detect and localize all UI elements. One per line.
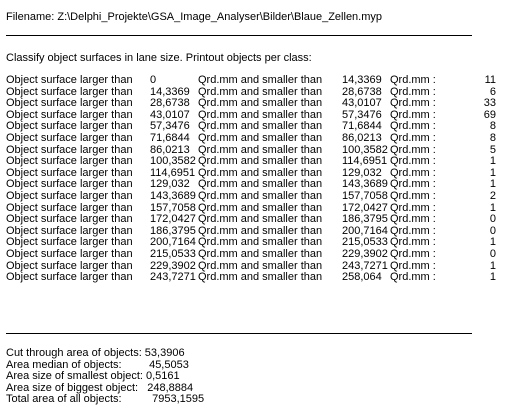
object-count: 8 [489,131,496,144]
upper-bound: 114,6951 [342,155,388,168]
lower-bound: 114,6951 [150,166,196,179]
object-count: 69 [483,108,496,121]
upper-bound: 100,3582 [342,143,388,156]
upper-bound: 43,0107 [342,97,382,110]
upper-bound: 129,032 [342,166,382,179]
table-row [0,249,507,261]
range-text: Qrd.mm and smaller than [198,108,323,121]
row-label: Object surface larger than [6,201,133,214]
row-label: Object surface larger than [6,271,133,284]
object-count: 8 [489,120,496,133]
range-text: Qrd.mm and smaller than [198,143,323,156]
row-label: Object surface larger than [6,155,133,168]
row-label: Object surface larger than [6,131,133,144]
upper-bound: 215,0533 [342,236,388,249]
upper-bound: 157,7058 [342,189,388,202]
unit-label: Qrd.mm : [390,224,436,237]
summary-row [0,394,507,406]
classify-title: Classify object surfaces in lane size. Printout objects per class: [6,52,312,64]
range-text: Qrd.mm and smaller than [198,120,323,133]
table-row [0,156,507,168]
row-label: Object surface larger than [6,224,133,237]
object-count: 1 [489,201,496,214]
summary-text: Area median of objects: 45,5053 [6,358,189,371]
unit-label: Qrd.mm : [390,74,436,86]
object-count: 1 [489,259,496,272]
object-count: 0 [489,247,496,260]
lower-bound: 129,032 [150,178,190,191]
row-label: Object surface larger than [6,108,133,121]
upper-bound: 143,3689 [342,178,388,191]
row-label: Object surface larger than [6,143,133,156]
upper-bound: 172,0427 [342,201,388,214]
table-row [0,191,507,203]
range-text: Qrd.mm and smaller than [198,85,323,98]
range-text: Qrd.mm and smaller than [198,213,323,226]
object-count: 0 [489,224,496,237]
range-text: Qrd.mm and smaller than [198,189,323,202]
summary-text: Area size of smallest object: 0,5161 [6,370,180,383]
row-label: Object surface larger than [6,74,133,86]
object-count: 2 [489,189,496,202]
class-table [0,75,507,284]
lower-bound: 86,0213 [150,143,190,156]
summary-text: Total area of all objects: 7953,1595 [6,393,205,406]
range-text: Qrd.mm and smaller than [198,247,323,260]
range-text: Qrd.mm and smaller than [198,97,323,110]
unit-label: Qrd.mm : [390,178,436,191]
lower-bound: 143,3689 [150,189,196,202]
upper-bound: 186,3795 [342,213,388,226]
lower-bound: 186,3795 [150,224,196,237]
object-count: 11 [484,74,496,86]
unit-label: Qrd.mm : [390,201,436,214]
range-text: Qrd.mm and smaller than [198,271,323,284]
upper-bound: 229,3902 [342,247,388,260]
table-row [0,214,507,226]
unit-label: Qrd.mm : [390,97,436,110]
row-label: Object surface larger than [6,259,133,272]
table-row [0,133,507,145]
lower-bound: 43,0107 [150,108,190,121]
unit-label: Qrd.mm : [390,247,436,260]
summary-text: Cut through area of objects: 53,3906 [6,347,185,359]
row-label: Object surface larger than [6,247,133,260]
row-label: Object surface larger than [6,120,133,133]
object-count: 1 [489,236,496,249]
range-text: Qrd.mm and smaller than [198,178,323,191]
upper-bound: 71,6844 [342,120,382,133]
unit-label: Qrd.mm : [390,155,436,168]
unit-label: Qrd.mm : [390,213,436,226]
unit-label: Qrd.mm : [390,189,436,202]
row-label: Object surface larger than [6,178,133,191]
object-count: 6 [489,85,496,98]
unit-label: Qrd.mm : [390,259,436,272]
range-text: Qrd.mm and smaller than [198,224,323,237]
upper-bound: 14,3369 [342,74,382,86]
unit-label: Qrd.mm : [390,236,436,249]
row-label: Object surface larger than [6,236,133,249]
summary-block [0,348,507,406]
lower-bound: 243,7271 [150,271,196,284]
lower-bound: 229,3902 [150,259,196,272]
row-label: Object surface larger than [6,85,133,98]
object-count: 1 [489,178,496,191]
range-text: Qrd.mm and smaller than [198,155,323,168]
range-text: Qrd.mm and smaller than [198,201,323,214]
object-count: 1 [489,166,496,179]
lower-bound: 28,6738 [150,97,190,110]
unit-label: Qrd.mm : [390,120,436,133]
lower-bound: 215,0533 [150,247,196,260]
unit-label: Qrd.mm : [390,85,436,98]
summary-row [0,348,507,360]
upper-bound: 57,3476 [342,108,382,121]
lower-bound: 0 [150,74,157,86]
divider-top [6,35,472,36]
object-count: 33 [483,97,496,110]
lower-bound: 71,6844 [150,131,190,144]
range-text: Qrd.mm and smaller than [198,236,323,249]
lower-bound: 172,0427 [150,213,196,226]
lower-bound: 157,7058 [150,201,196,214]
lower-bound: 14,3369 [150,85,190,98]
object-count: 1 [489,155,496,168]
range-text: Qrd.mm and smaller than [198,74,323,86]
unit-label: Qrd.mm : [390,166,436,179]
summary-text: Area size of biggest object: 248,8884 [6,381,194,394]
upper-bound: 200,7164 [342,224,388,237]
upper-bound: 86,0213 [342,131,382,144]
table-row [0,272,507,284]
upper-bound: 258,064 [342,271,382,284]
divider-bottom [6,333,472,334]
lower-bound: 57,3476 [150,120,190,133]
row-label: Object surface larger than [6,189,133,202]
row-label: Object surface larger than [6,166,133,179]
unit-label: Qrd.mm : [390,143,436,156]
filename-line: Filename: Z:\Delphi_Projekte\GSA_Image_Analyser\Bilder\Blaue_Zellen.myp [6,11,383,23]
object-count: 1 [489,271,496,284]
unit-label: Qrd.mm : [390,108,436,121]
row-label: Object surface larger than [6,97,133,110]
row-label: Object surface larger than [6,213,133,226]
table-row [0,75,507,87]
upper-bound: 28,6738 [342,85,382,98]
unit-label: Qrd.mm : [390,131,436,144]
object-count: 5 [489,143,496,156]
range-text: Qrd.mm and smaller than [198,131,323,144]
unit-label: Qrd.mm : [390,271,436,284]
object-count: 0 [489,213,496,226]
lower-bound: 100,3582 [150,155,196,168]
range-text: Qrd.mm and smaller than [198,259,323,272]
upper-bound: 243,7271 [342,259,388,272]
range-text: Qrd.mm and smaller than [198,166,323,179]
lower-bound: 200,7164 [150,236,196,249]
